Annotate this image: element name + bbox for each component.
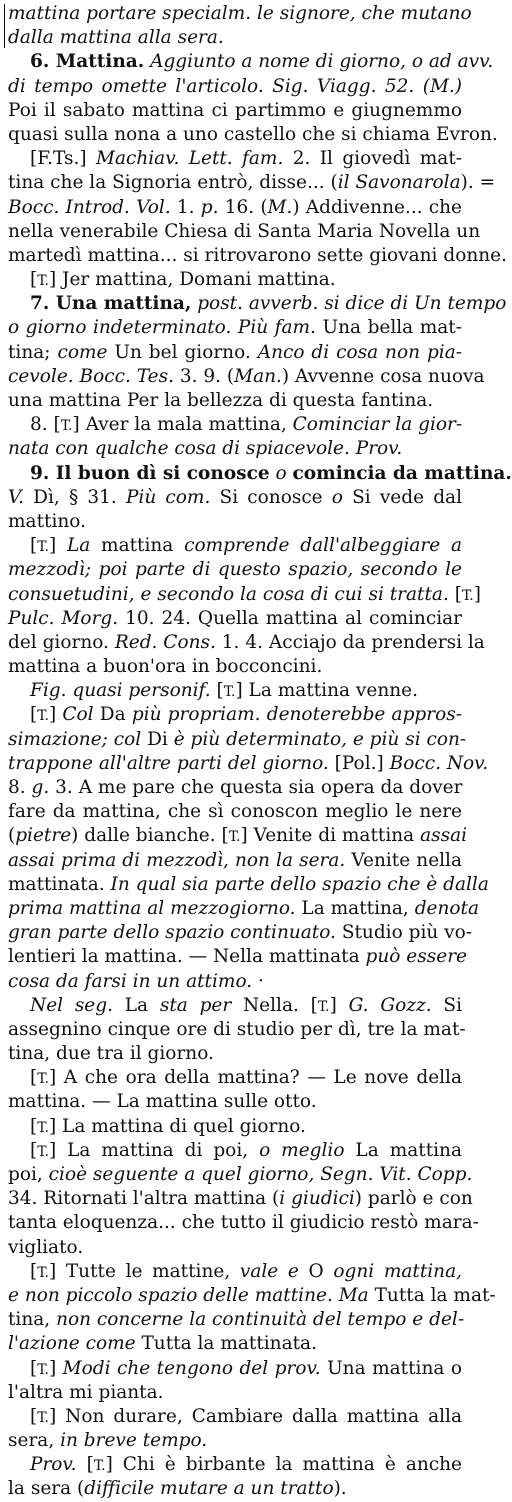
text-line — [8, 510, 462, 534]
text-segment: mattino. — [8, 510, 86, 532]
text-segment: simazione; col — [8, 728, 142, 750]
text-segment: p. — [200, 196, 219, 218]
text-line — [8, 1308, 465, 1332]
text-segment: assegnino cinque ore di studio per dì, tre la mat- — [8, 1018, 466, 1040]
text-segment: sta per — [159, 994, 232, 1016]
text-segment: ) Addivenne... che — [292, 196, 462, 218]
text-segment: T. — [37, 1264, 49, 1281]
text-line — [8, 1090, 462, 1114]
text-segment: ) dalle bianche. [ — [71, 825, 229, 847]
text-line — [8, 341, 462, 365]
text-segment: · — [252, 970, 264, 992]
text-segment: di tempo omette l'articolo. Sig. Viagg. 52. (M.) — [8, 75, 462, 97]
text-line — [8, 486, 462, 510]
text-segment: quasi sulla nona a uno castello che si chiama Evron. — [8, 123, 498, 145]
text-segment: o giorno indeterminato. Più fam. — [8, 317, 316, 339]
text-line — [8, 244, 507, 268]
text-line — [8, 1115, 462, 1139]
text-segment: T. — [228, 829, 241, 846]
text-segment: La mattina, — [295, 897, 415, 919]
text-segment: 1. — [170, 196, 201, 218]
text-segment: [ — [30, 1139, 38, 1161]
text-segment: ] La mattina di quel giorno. — [48, 1115, 306, 1137]
text-segment: Bocc. Nov. — [389, 752, 489, 774]
text-segment: come — [57, 341, 108, 363]
text-segment: Venite nella — [345, 849, 462, 871]
text-segment: cevole. Bocc. Tes. — [8, 365, 174, 387]
text-segment: gran parte dello spazio continuato. — [8, 922, 336, 944]
text-line — [8, 945, 467, 969]
text-segment: consuetudini, e secondo la cosa di cui si tratta. — [8, 583, 449, 605]
text-segment: ] La mattina di poi, — [48, 1139, 260, 1161]
text-line — [8, 147, 462, 171]
text-line — [8, 1381, 462, 1405]
text-segment: Da — [93, 704, 132, 726]
text-segment: Anco di cosa non pia- — [257, 341, 462, 363]
text-segment: La — [112, 994, 160, 1016]
text-line — [8, 365, 485, 389]
text-segment: Più com. — [125, 486, 211, 508]
text-segment: del giorno. — [8, 631, 115, 653]
text-segment: ] La mattina venne. — [235, 680, 418, 702]
text-segment: T. — [37, 708, 49, 725]
text-segment: in breve tempo. — [60, 1430, 208, 1452]
text-line — [8, 1066, 462, 1090]
text-segment: T. — [317, 998, 330, 1015]
text-segment: Di — [141, 728, 174, 750]
text-line — [8, 1236, 462, 1260]
text-segment: nella venerabile Chiesa di Santa Maria Novella un — [8, 220, 481, 242]
text-line — [8, 50, 494, 74]
text-segment: 3. A me pare che questa sia opera da dover — [49, 777, 463, 798]
text-line — [8, 631, 485, 655]
margin-rule — [4, 4, 5, 48]
sense-heading: 9. Il buon dì si conosce — [30, 462, 270, 484]
text-segment: più propriam. denoterebbe appros- — [131, 704, 462, 726]
text-segment: T. — [37, 1143, 49, 1160]
text-segment: cosa da farsi in un attimo. — [8, 970, 253, 992]
text-segment: i giudici — [279, 1188, 355, 1210]
text-line — [8, 558, 462, 582]
text-segment: Si vede dal — [342, 486, 462, 508]
text-segment: g. — [31, 777, 50, 798]
text-segment: vale e — [239, 1260, 299, 1282]
text-line — [8, 75, 462, 99]
text-segment: T. — [60, 418, 73, 435]
text-segment: Aggiunto a nome di giorno, o ad avv. — [144, 51, 494, 73]
text-segment: [ — [30, 269, 38, 291]
text-segment: [Pol.] — [328, 752, 390, 774]
text-line — [8, 970, 462, 994]
text-segment: T. — [223, 684, 236, 701]
text-line — [8, 824, 468, 848]
text-segment: martedì mattina... si ritrovarono sette giovani donne. — [8, 244, 507, 266]
text-segment: cioè seguente a quel giorno, Segn. Vit. Copp. — [48, 1164, 473, 1185]
text-line — [8, 994, 462, 1018]
text-line — [8, 897, 479, 921]
text-segment: ] Aver la mala mattina, — [72, 414, 293, 436]
text-line — [8, 462, 512, 486]
text-segment: ] — [329, 994, 349, 1016]
text-line — [8, 1163, 473, 1187]
text-segment: T. — [37, 1119, 49, 1136]
text-line — [8, 534, 462, 558]
text-segment: mattina portare specialm. le signore, che mutano — [8, 3, 472, 24]
text-segment: mattina — [90, 535, 185, 557]
text-line — [8, 437, 462, 461]
text-segment: una mattina Per la bellezza di questa fantina. — [8, 390, 434, 411]
text-line — [8, 703, 462, 727]
text-segment: Col — [62, 704, 94, 726]
text-segment: mattinata. — [8, 873, 111, 895]
text-line — [8, 921, 473, 945]
text-line — [8, 2, 472, 26]
text-segment: lentieri la mattina. — Nella mattinata — [8, 946, 366, 968]
text-segment: Prov. — [30, 1454, 77, 1476]
text-segment: Modi che tengono del prov. — [62, 1357, 321, 1379]
text-line — [8, 1405, 462, 1429]
text-segment: Red. Cons. — [114, 631, 216, 653]
text-segment: Una mattina o — [320, 1357, 462, 1379]
dictionary-entry-mattina — [8, 2, 512, 1502]
text-line — [8, 1453, 462, 1477]
text-line — [8, 1018, 466, 1042]
text-segment: pietre — [15, 825, 72, 847]
text-segment: ] Venite di mattina — [240, 825, 421, 847]
text-line — [8, 849, 462, 873]
text-line — [8, 583, 481, 607]
text-segment: In qual sia parte dello spazio che è dalla — [110, 873, 489, 895]
text-line — [8, 1332, 462, 1356]
text-segment: post. avverb. si dice di Un tempo — [191, 293, 507, 315]
text-segment: ] Tutte le mattine, — [48, 1260, 240, 1282]
text-segment: dalla mattina alla sera. — [8, 27, 224, 49]
text-segment: 34. Ritornati l'altra mattina ( — [8, 1188, 280, 1210]
text-segment: Nella. [ — [231, 994, 318, 1016]
text-line — [8, 316, 462, 340]
text-segment: M. — [267, 196, 293, 218]
text-line — [8, 292, 507, 316]
text-segment: o — [331, 486, 343, 508]
text-segment: l'azione come — [8, 1333, 136, 1355]
text-segment: e non piccolo spazio delle mattine. Ma — [8, 1284, 369, 1306]
text-segment: sera, — [8, 1430, 61, 1452]
text-segment: ) parlò e con — [354, 1188, 473, 1210]
sense-heading: 6. Mattina. — [30, 51, 145, 73]
text-segment: 8. [ — [30, 414, 61, 436]
text-line — [8, 607, 462, 631]
text-line — [8, 679, 462, 703]
text-segment: ] — [48, 535, 67, 557]
text-segment: può essere — [365, 946, 467, 968]
text-line — [8, 268, 462, 292]
text-line — [8, 1139, 462, 1163]
text-segment: T. — [37, 1409, 49, 1426]
text-segment: ] Jer mattina, Domani mattina. — [48, 269, 336, 291]
text-segment: 16. ( — [218, 196, 268, 218]
text-segment: 8. — [8, 777, 32, 798]
text-line — [8, 99, 462, 123]
text-line — [8, 1429, 462, 1453]
text-segment: [F.Ts.] — [30, 148, 97, 170]
text-segment: Pulc. Morg. — [8, 607, 119, 629]
text-line — [8, 655, 462, 679]
text-segment: [ — [30, 1115, 38, 1137]
text-segment: T. — [37, 1071, 49, 1088]
text-segment: O — [298, 1260, 334, 1282]
text-segment: Fig. quasi personif. — [30, 680, 211, 702]
text-segment: [ — [30, 535, 38, 557]
text-segment: trappone all'altre parti del giorno. — [8, 752, 329, 774]
text-segment: Cominciar la gior- — [292, 414, 463, 436]
sense-heading: 7. Una mattina, — [30, 293, 192, 315]
text-segment: denota — [414, 897, 479, 919]
text-segment: ] — [473, 583, 481, 605]
text-segment: tina, — [8, 1309, 57, 1331]
text-segment: tina, due tra il giorno. — [8, 1043, 214, 1065]
text-segment: 10. 24. Quella mattina al cominciar — [118, 607, 462, 629]
text-line — [8, 389, 462, 413]
text-segment: [ — [30, 1067, 38, 1089]
text-line — [8, 873, 489, 897]
text-segment: ). = — [460, 172, 496, 194]
text-segment: mattina. — La mattina sulle otto. — [8, 1091, 317, 1113]
text-segment: non concerne la continuità del tempo e del- — [56, 1309, 465, 1331]
text-segment: T. — [37, 1361, 49, 1378]
text-segment: Bocc. Introd. Vol. — [8, 196, 171, 218]
text-segment: ] — [48, 1357, 63, 1379]
text-segment: mattina a buon'ora in bocconcini. — [8, 656, 323, 678]
text-line — [8, 800, 462, 824]
text-segment: Un bel giorno. — [107, 341, 258, 363]
text-line — [8, 123, 498, 147]
text-segment: [ — [30, 704, 38, 726]
text-segment: tina; — [8, 341, 58, 363]
text-line — [8, 1357, 462, 1381]
text-segment: assai — [420, 825, 468, 847]
text-segment: poi, — [8, 1164, 49, 1185]
text-segment: 3. 9. ( — [173, 365, 235, 387]
text-segment: La mattina — [344, 1139, 462, 1161]
text-segment: T. — [37, 273, 49, 290]
text-segment: ogni mattina, — [333, 1260, 463, 1282]
text-segment: G. Gozz. — [348, 994, 432, 1016]
text-segment: prima mattina al mezzogiorno. — [8, 897, 296, 919]
text-segment: Tutta la mat- — [368, 1284, 496, 1306]
text-segment: nata con qualche cosa di spiacevole. Prov. — [8, 438, 403, 460]
text-line — [8, 26, 462, 50]
text-segment: tina che la Signoria entrò, disse... ( — [8, 172, 338, 194]
text-line — [8, 752, 489, 776]
text-line — [8, 171, 496, 195]
text-segment: Dì, § 31. — [24, 486, 126, 508]
text-segment: Una bella mat- — [315, 317, 462, 339]
text-segment: ] — [48, 704, 63, 726]
text-segment: Si conosce — [210, 486, 332, 508]
text-line — [8, 1477, 462, 1501]
text-segment: [ — [76, 1454, 94, 1476]
text-segment: ] Chi è birbante la mattina è anche — [105, 1454, 462, 1476]
sense-heading: comincia da mattina. — [292, 462, 512, 484]
text-segment: Si — [431, 994, 462, 1016]
text-segment: Poi il sabato mattina ci partimmo e giugnemmo — [8, 99, 462, 121]
text-segment: è più determinato, e più si con- — [173, 728, 467, 750]
text-segment: ). — [333, 1478, 347, 1500]
text-line — [8, 776, 462, 800]
text-segment: vigliato. — [8, 1236, 84, 1258]
text-line — [8, 1187, 473, 1211]
text-segment: 2. Il giovedì mat- — [283, 148, 462, 170]
text-line — [8, 1211, 479, 1235]
text-segment: Tutta la mattinata. — [135, 1333, 317, 1355]
text-segment: difficile mutare a un tratto — [84, 1478, 334, 1500]
text-line — [8, 413, 462, 437]
text-segment: Man. — [234, 365, 282, 387]
text-segment: ] A che ora della mattina? — Le nove della — [48, 1067, 462, 1089]
text-line — [8, 220, 481, 244]
text-segment: o — [269, 462, 293, 484]
text-segment: la sera ( — [8, 1478, 85, 1500]
text-line — [8, 1260, 462, 1284]
text-segment: ) Avvenne cosa nuova — [281, 365, 485, 387]
text-segment: tanta eloquenza... che tutto il giudicio restò mara- — [8, 1212, 479, 1234]
text-segment: [ — [30, 1357, 38, 1379]
text-segment: T. — [37, 539, 49, 556]
text-segment: Machiav. Lett. fam. — [96, 148, 284, 170]
text-segment: [ — [30, 1405, 38, 1427]
text-segment: comprende dall'albeggiare a — [184, 535, 462, 557]
text-line — [8, 1284, 496, 1308]
text-segment: [ — [210, 680, 224, 702]
text-segment: T. — [93, 1458, 106, 1475]
text-line — [8, 196, 462, 220]
text-segment: fare da mattina, che sì conoscon meglio le nere — [8, 801, 462, 823]
text-segment: ( — [8, 825, 16, 847]
text-segment: Studio più vo- — [335, 922, 473, 944]
text-segment: ] Non durare, Cambiare dalla mattina alla — [48, 1405, 462, 1427]
text-segment: l'altra mi pianta. — [8, 1381, 164, 1403]
text-segment: mezzodì; poi parte di questo spazio, secondo le — [8, 559, 462, 581]
text-line — [8, 728, 467, 752]
text-line — [8, 1042, 462, 1066]
text-segment: 1. 4. Acciajo da prendersi la — [215, 631, 485, 653]
text-segment: T. — [461, 587, 474, 604]
text-segment: La — [66, 535, 91, 557]
text-segment: [ — [30, 1260, 38, 1282]
text-segment: assai prima di mezzodì, non la sera. — [8, 849, 346, 871]
text-segment: il Savonarola — [337, 172, 461, 194]
text-segment: V. — [8, 486, 25, 508]
text-segment: o meglio — [259, 1139, 345, 1161]
text-segment: Nel seg. — [30, 994, 113, 1016]
text-segment: [ — [448, 583, 462, 605]
